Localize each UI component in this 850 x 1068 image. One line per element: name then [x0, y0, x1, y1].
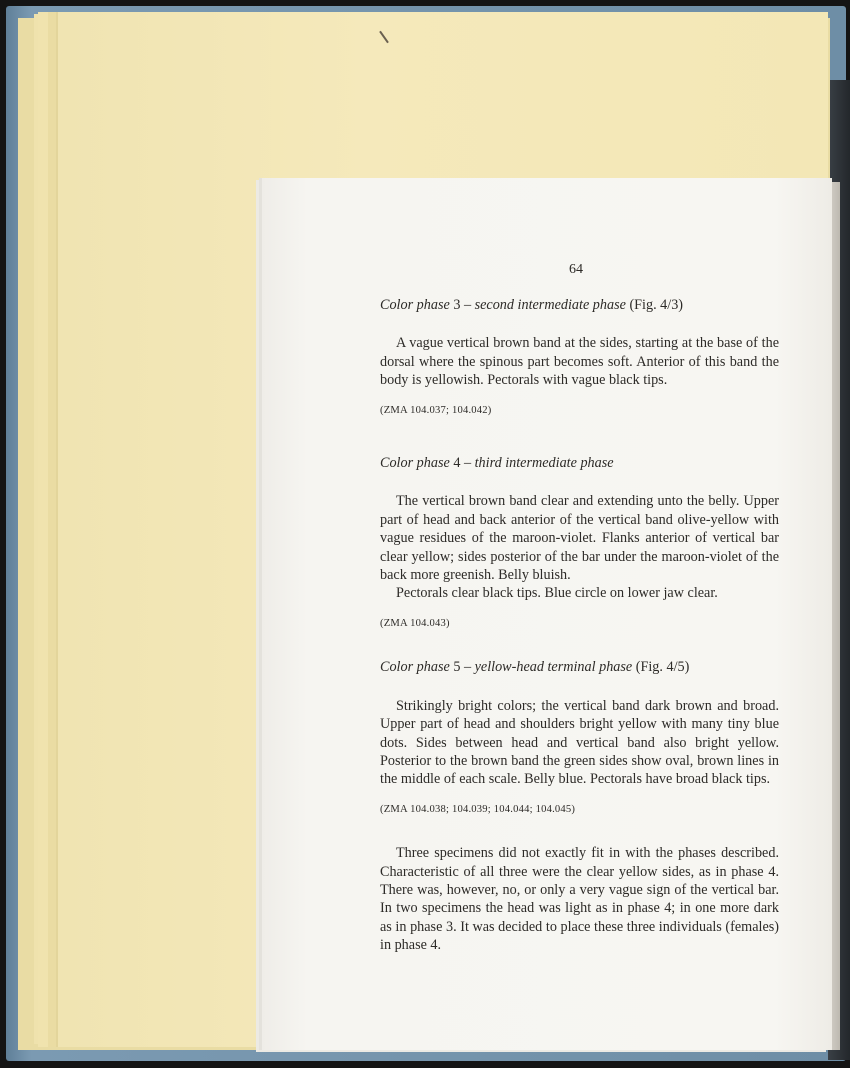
- specimen-reference: (ZMA 104.043): [380, 617, 450, 629]
- page-content: [380, 296, 779, 955]
- printed-page: [262, 178, 832, 1050]
- section-heading-phase-4: Color phase 4 – third intermediate phase: [380, 455, 614, 472]
- closing-paragraph: Three specimens did not exactly fit in with the phases described. Characteristic of all three were the clear yellow sides, as in phase 4. There was, however, no, or only a very vague sign of the vertical bar. In two specimens the head was light as in phase 4; in one more dark as in phase 3. It was decided to place these three individuals (females) in phase 4.: [380, 845, 779, 954]
- specimen-reference: (ZMA 104.038; 104.039; 104.044; 104.045): [380, 803, 576, 815]
- paragraph: Strikingly bright colors; the vertical band dark brown and broad. Upper part of head and shoulders bright yellow with many tiny blue dots. Sides between head and vertical band also bright yellow. Posterior to the brown band the green sides show oval, brown lines in the middle of each scale. Belly blue. Pectorals have broad black tips.: [380, 697, 779, 788]
- paragraph: Pectorals clear black tips. Blue circle on lower jaw clear.: [396, 585, 718, 602]
- paragraph: A vague vertical brown band at the sides, starting at the base of the dorsal where the spinous part becomes soft. Anterior of this band the body is yellowish. Pectorals with vague black tips.: [380, 335, 779, 389]
- section-heading-phase-3: Color phase 3 – second intermediate phase (Fig. 4/3): [380, 297, 684, 313]
- specimen-reference: (ZMA 104.037; 104.042): [380, 404, 492, 416]
- page-number: 64: [569, 262, 583, 277]
- section-heading-phase-5: Color phase 5 – yellow-head terminal phase (Fig. 4/5): [380, 659, 690, 676]
- paragraph: The vertical brown band clear and extending unto the belly. Upper part of head and back anterior of the vertical band olive-yellow with vague residues of the maroon-violet. Flanks anterior of vertical bar clear yellow; sides posterior of the bar under the maroon-violet of the back more greenish. Belly bluish.: [380, 493, 779, 584]
